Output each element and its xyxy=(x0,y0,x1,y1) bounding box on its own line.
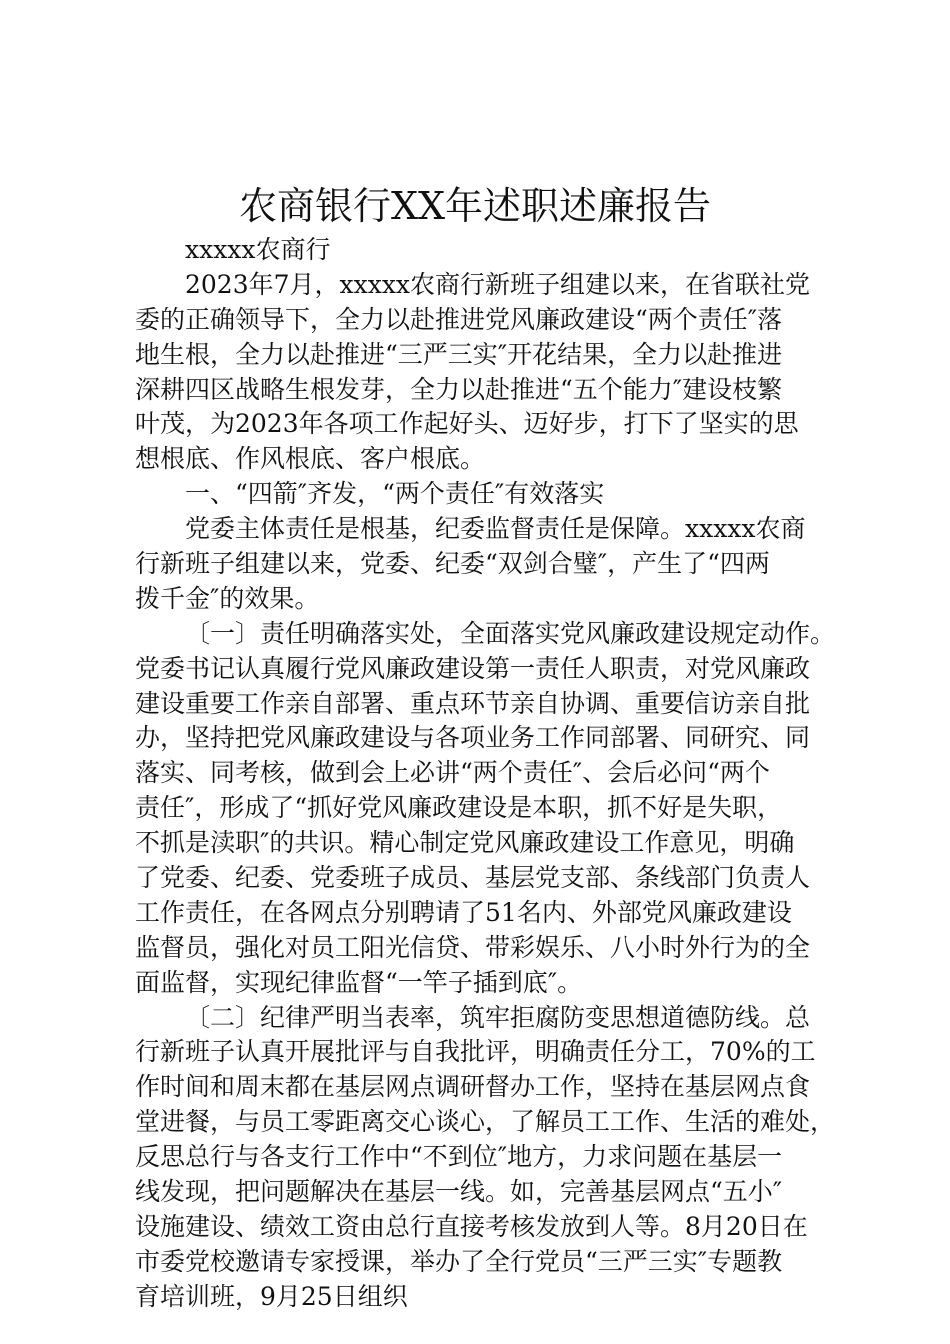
body-line: 作时间和周末都在基层网点调研督办工作，坚持在基层网点食 xyxy=(135,1072,811,1102)
document-body xyxy=(135,233,835,1315)
body-line: 委的正确领导下，全力以赴推进党风廉政建设“两个责任″落 xyxy=(135,304,783,334)
body-line: 工作责任，在各网点分别聘请了51名内、外部党风廉政建设 xyxy=(135,897,792,927)
body-line: 了党委、纪委、党委班子成员、基层党支部、条线部门负责人 xyxy=(135,863,811,893)
body-line: 拨千金″的效果。 xyxy=(135,583,320,613)
body-line: 深耕四区战略生根发芽，全力以赴推进“五个能力″建设枝繁 xyxy=(135,374,783,404)
body-line: 〔二〕纪律严明当表率，筑牢拒腐防变思想道德防线。总 xyxy=(185,1002,811,1032)
body-line: 责任″，形成了“抓好党风廉政建设是本职，抓不好是失职， xyxy=(135,793,783,823)
body-line: 党委主体责任是根基，纪委监督责任是保障。xxxxx农商 xyxy=(185,514,806,544)
body-line: 堂进餐，与员工零距离交心谈心，了解员工工作、生活的难处， xyxy=(135,1107,835,1137)
body-line: 2023年7月，xxxxx农商行新班子组建以来，在省联社党 xyxy=(185,269,811,299)
body-line: 建设重要工作亲自部署、重点环节亲自协调、重要信访亲自批 xyxy=(135,688,811,718)
document-title: 农商银行XX年述职述廉报告 xyxy=(238,184,712,228)
body-line: 地生根，全力以赴推进“三严三实″开花结果，全力以赴推进 xyxy=(135,339,783,369)
body-line: 〔一〕责任明确落实处，全面落实党风廉政建设规定动作。 xyxy=(185,618,835,648)
body-line: 育培训班，9月25日组织 xyxy=(135,1281,408,1311)
body-line: 反思总行与各支行工作中“不到位″地方，力求问题在基层一 xyxy=(135,1142,783,1172)
body-line: xxxxx农商行 xyxy=(185,235,331,264)
body-line: 面监督，实现纪律监督“一竿子插到底″。 xyxy=(135,967,583,997)
body-line: 一、“四箭″齐发，“两个责任″有效落实 xyxy=(185,479,605,509)
body-line: 监督员，强化对员工阳光信贷、带彩娱乐、八小时外行为的全 xyxy=(135,932,811,962)
body-line: 市委党校邀请专家授课，举办了全行党员“三严三实″专题教 xyxy=(135,1246,783,1276)
body-line: 线发现，把问题解决在基层一线。如，完善基层网点“五小″ xyxy=(135,1177,783,1207)
body-line: 不抓是渎职″的共识。精心制定党风廉政建设工作意见，明确 xyxy=(135,828,795,858)
body-line: 设施建设、绩效工资由总行直接考核发放到人等。8月20日在 xyxy=(135,1211,808,1241)
body-line: 行新班子认真开展批评与自我批评，明确责任分工，70%的工 xyxy=(135,1037,816,1067)
body-line: 叶茂，为2023年各项工作起好头、迈好步，打下了坚实的思 xyxy=(135,409,799,439)
body-line: 落实、同考核，做到会上必讲“两个责任″、会后必问“两个 xyxy=(135,758,770,788)
body-line: 党委书记认真履行党风廉政建设第一责任人职责，对党风廉政 xyxy=(135,653,811,683)
body-line: 办，坚持把党风廉政建设与各项业务工作同部署、同研究、同 xyxy=(135,723,811,753)
body-line: 想根底、作风根底、客户根底。 xyxy=(135,444,486,474)
body-line: 行新班子组建以来，党委、纪委“双剑合璧″，产生了“四两 xyxy=(135,549,770,579)
